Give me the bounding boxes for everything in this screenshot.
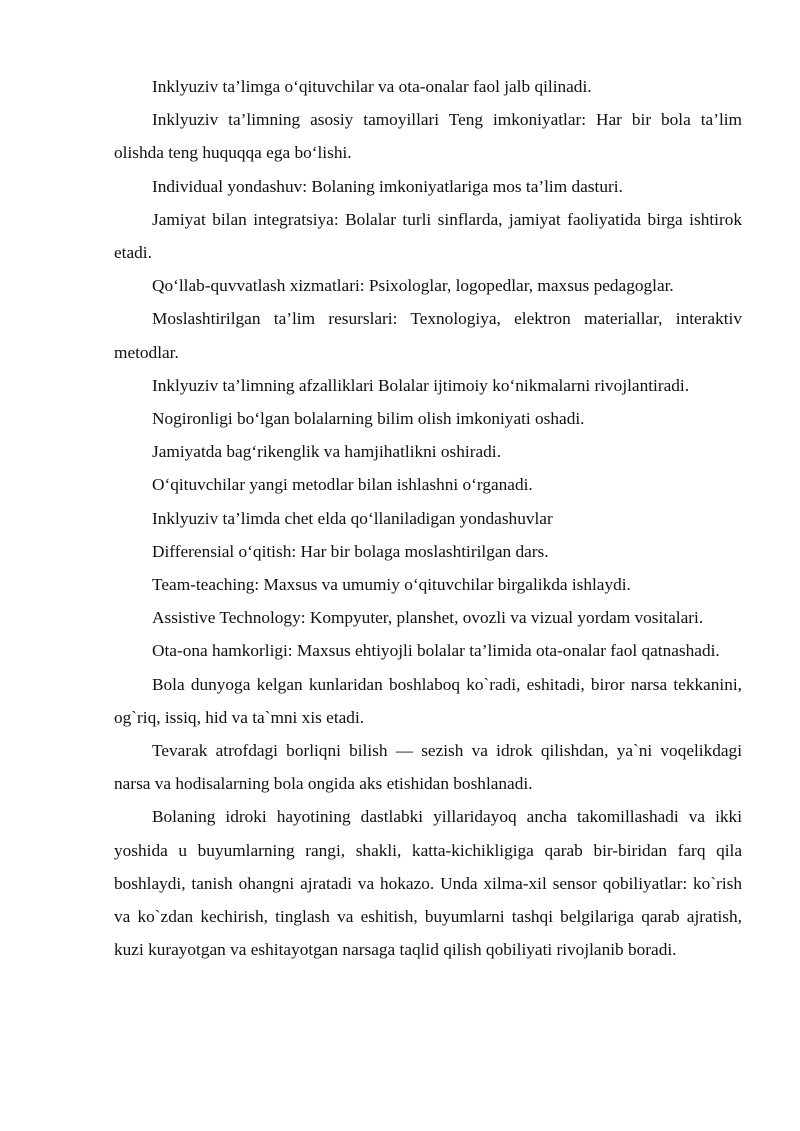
paragraph: Nogironligi bo‘lgan bolalarning bilim olish imkoniyati oshadi. bbox=[152, 409, 585, 429]
paragraph: O‘qituvchilar yangi metodlar bilan ishlashni o‘rganadi. bbox=[152, 475, 533, 495]
paragraph: Moslashtirilgan ta’lim resurslari: Texnologiya, elektron materiallar, interaktiv metodlar. bbox=[114, 309, 742, 362]
paragraph: Inklyuziv ta’limning asosiy tamoyillari Teng imkoniyatlar: Har bir bola ta’lim olishda teng huquqqa ega bo‘lishi. bbox=[114, 110, 742, 163]
paragraph: Qo‘llab-quvvatlash xizmatlari: Psixologlar, logopedlar, maxsus pedagoglar. bbox=[152, 276, 674, 296]
paragraph: Inklyuziv ta’limda chet elda qo‘llaniladigan yondashuvlar bbox=[152, 508, 553, 528]
paragraph: Jamiyat bilan integratsiya: Bolalar turli sinflarda, jamiyat faoliyatida birga ishtirok etadi. bbox=[114, 209, 742, 263]
paragraph: Assistive Technology: Kompyuter, planshet, ovozli va vizual yordam vositalari. bbox=[152, 608, 704, 628]
paragraph: Team-teaching: Maxsus va umumiy o‘qituvchilar birgalikda ishlaydi. bbox=[152, 575, 631, 595]
paragraph: Ota-ona hamkorligi: Maxsus ehtiyojli bolalar ta’limida ota-onalar faol qatnashadi. bbox=[152, 641, 720, 661]
paragraph: Bolaning idroki hayotining dastlabki yillaridayoq ancha takomillashadi va ikki yoshida u buyumlarning rangi, shakli, katta-kichikligiga qarab bir-biridan farq qila boshlaydi, tanish ohangni ajratadi va hokazo. Unda xilma-xil sensor qobiliyatlar: ko`rish va ko`zdan kechirish, tinglash va eshitish, buyumlarni tashqi belgilariga qarab ajratish, kuzi kurayotgan va eshitayotgan narsaga taqlid qilish qobiliyati rivojlanib boradi. bbox=[114, 807, 742, 960]
paragraph: Individual yondashuv: Bolaning imkoniyatlariga mos ta’lim dasturi. bbox=[152, 176, 623, 196]
paragraph: Bola dunyoga kelgan kunlaridan boshlaboq ko`radi, eshitadi, biror narsa tekkanini, og`riq, issiq, hid va ta`mni xis etadi. bbox=[114, 674, 742, 727]
paragraph: Differensial o‘qitish: Har bir bolaga moslashtirilgan dars. bbox=[152, 541, 549, 561]
paragraph: Inklyuziv ta’limga o‘qituvchilar va ota-onalar faol jalb qilinadi. bbox=[152, 77, 592, 96]
paragraph: Jamiyatda bag‘rikenglik va hamjihatlikni oshiradi. bbox=[152, 442, 501, 462]
document-page bbox=[114, 70, 742, 966]
paragraph: Tevarak atrofdagi borliqni bilish — sezish va idrok qilishdan, ya`ni voqelikdagi narsa va hodisalarning bola ongida aks etishidan boshlanadi. bbox=[114, 741, 742, 794]
paragraph: Inklyuziv ta’limning afzalliklari Bolalar ijtimoiy ko‘nikmalarni rivojlantiradi. bbox=[152, 375, 690, 395]
